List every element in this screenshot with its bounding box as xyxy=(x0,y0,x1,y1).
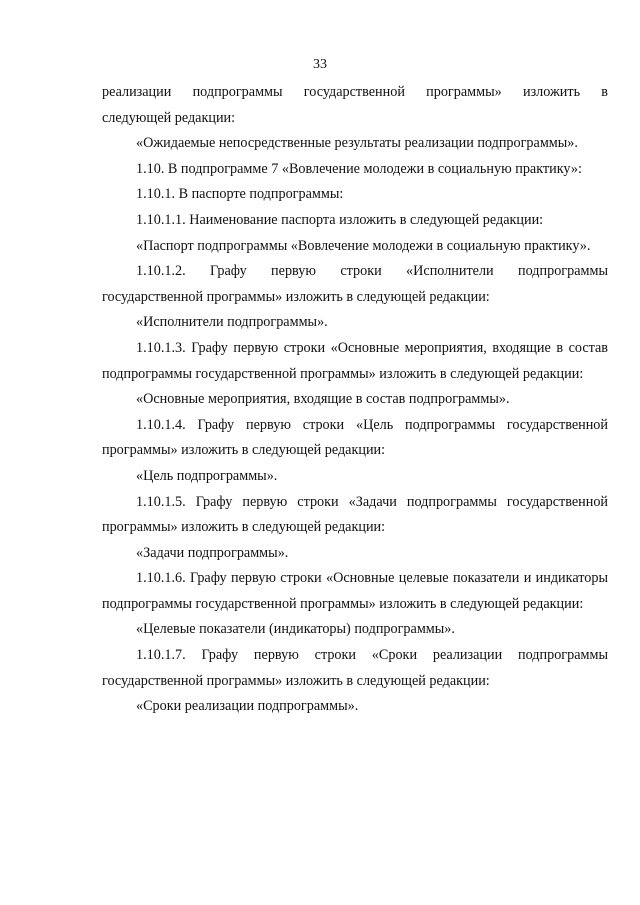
document-paragraph: 1.10.1.5. Графу первую строки «Задачи подпрограммы государственной программы» изложить в следующей редакции: xyxy=(102,493,608,536)
document-paragraph: «Ожидаемые непосредственные результаты реализации подпрограммы». xyxy=(136,135,578,152)
document-paragraph: 1.10.1.2. Графу первую строки «Исполнители подпрограммы государственной программы» изложить в следующей редакции: xyxy=(102,263,608,305)
document-paragraph: «Сроки реализации подпрограммы». xyxy=(136,698,359,715)
document-paragraph: «Целевые показатели (индикаторы) подпрограммы». xyxy=(136,621,455,638)
document-paragraph: 1.10.1.1. Наименование паспорта изложить в следующей редакции: xyxy=(136,211,544,228)
document-paragraph: 1.10.1. В паспорте подпрограммы: xyxy=(136,186,344,203)
document-paragraph: «Основные мероприятия, входящие в состав подпрограммы». xyxy=(136,391,510,408)
document-paragraph: «Паспорт подпрограммы «Вовлечение молодежи в социальную практику». xyxy=(136,237,591,254)
document-paragraph: реализации подпрограммы государственной программы» изложить в xyxy=(102,84,608,100)
document-paragraph: 1.10.1.7. Графу первую строки «Сроки реализации подпрограммы государственной программы» изложить в следующей редакции: xyxy=(102,647,608,689)
document-paragraph: «Цель подпрограммы». xyxy=(136,467,278,484)
document-paragraph: «Задачи подпрограммы». xyxy=(136,544,289,561)
document-paragraph: «Исполнители подпрограммы». xyxy=(136,314,328,331)
document-paragraph: 1.10. В подпрограмме 7 «Вовлечение молодежи в социальную практику»: xyxy=(136,160,582,177)
document-paragraph: 1.10.1.6. Графу первую строки «Основные целевые показатели и индикаторы подпрограммы государственной программы» изложить в следующей редакции: xyxy=(102,570,608,612)
document-paragraph: 1.10.1.3. Графу первую строки «Основные мероприятия, входящие в состав подпрограммы государственной программы» изложить в следующей редакции: xyxy=(102,339,608,382)
document-paragraph: 1.10.1.4. Графу первую строки «Цель подпрограммы государственной программы» изложить в следующей редакции: xyxy=(102,416,608,459)
document-body xyxy=(102,80,608,720)
document-paragraph: следующей редакции: xyxy=(102,109,236,126)
page-number: 33 xyxy=(313,57,327,72)
